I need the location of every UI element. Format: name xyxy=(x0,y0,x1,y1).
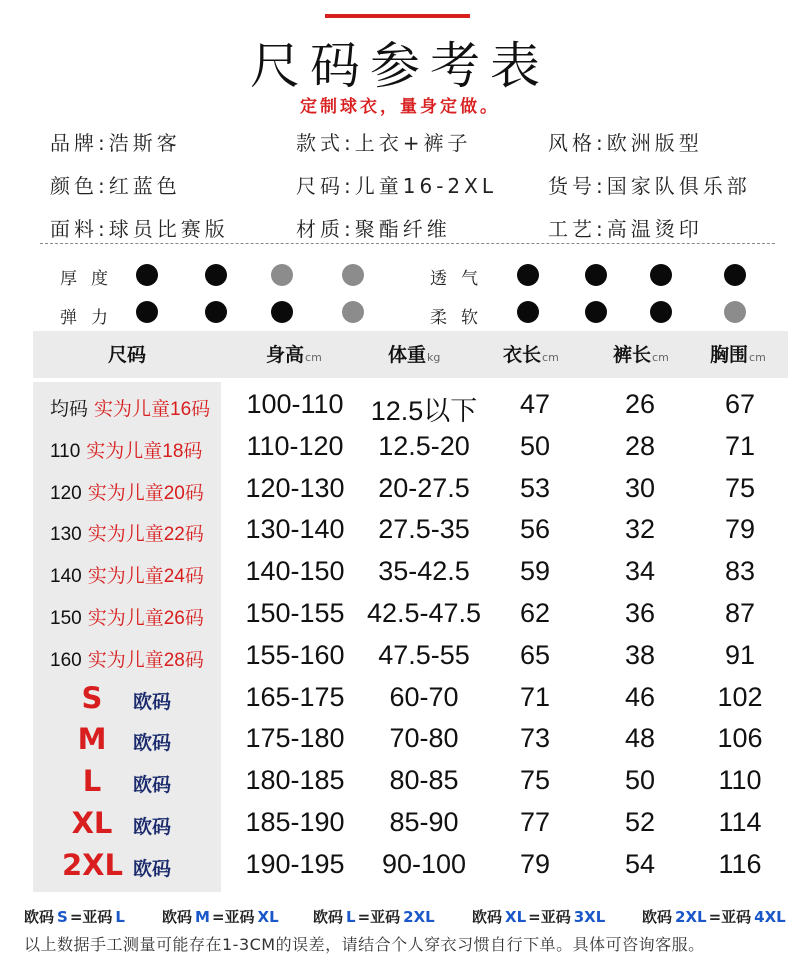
cell-top: 62 xyxy=(519,598,551,628)
cell-pants: 54 xyxy=(624,849,656,879)
size-code: 160 xyxy=(50,650,82,671)
size-value: M xyxy=(195,908,210,926)
eu-size-tag: 欧码 xyxy=(133,816,172,838)
cell-chest: 67 xyxy=(724,389,756,419)
info-fit: 风格:欧洲版型 xyxy=(548,131,703,155)
size-conversion-item xyxy=(24,906,127,927)
rating-dot xyxy=(342,301,364,323)
rating-dot xyxy=(517,264,539,286)
info-process: 工艺:高温烫印 xyxy=(548,217,703,241)
cell-height: 165-175 xyxy=(245,682,345,712)
size-value: XL xyxy=(257,908,279,926)
size-label xyxy=(50,645,204,672)
cell-pants: 28 xyxy=(624,431,656,461)
eu-size-tag: 欧码 xyxy=(133,858,172,880)
cell-pants: 52 xyxy=(624,807,656,837)
rating-dot xyxy=(585,301,607,323)
eu-size-tag: 欧码 xyxy=(133,774,172,796)
info-fabric: 面料:球员比赛版 xyxy=(50,217,229,241)
size-code: 130 xyxy=(50,524,82,545)
size-note: 实为儿童22码 xyxy=(87,524,204,545)
cell-pants: 46 xyxy=(624,682,656,712)
cell-top: 73 xyxy=(519,723,551,753)
size-conversion-item xyxy=(642,906,788,927)
cell-chest: 83 xyxy=(724,556,756,586)
cell-chest: 114 xyxy=(718,807,762,837)
cell-weight: 90-100 xyxy=(381,849,467,879)
size-system-label: =亚码 xyxy=(708,908,752,926)
cell-chest: 110 xyxy=(718,765,762,795)
cell-height: 155-160 xyxy=(245,640,345,670)
cell-top: 79 xyxy=(519,849,551,879)
size-conversion-item xyxy=(313,906,437,927)
size-value: 2XL xyxy=(403,908,435,926)
info-material: 材质:聚酯纤维 xyxy=(296,217,451,241)
cell-chest: 116 xyxy=(718,849,762,879)
cell-height: 120-130 xyxy=(245,473,345,503)
rating-dot xyxy=(650,264,672,286)
rating-dot xyxy=(205,264,227,286)
size-label xyxy=(50,478,204,505)
cell-weight: 27.5-35 xyxy=(378,514,470,544)
cell-weight: 12.5-20 xyxy=(378,431,470,461)
size-note: 实为儿童26码 xyxy=(87,608,204,629)
eu-size-code: XL xyxy=(71,806,113,840)
size-system-label: 欧码 xyxy=(313,908,344,926)
size-system-label: 欧码 xyxy=(162,908,193,926)
cell-height: 100-110 xyxy=(246,389,344,419)
cell-pants: 38 xyxy=(624,640,656,670)
cell-top: 71 xyxy=(519,682,551,712)
cell-chest: 87 xyxy=(724,598,756,628)
cell-top: 53 xyxy=(519,473,551,503)
info-brand: 品牌:浩斯客 xyxy=(50,131,181,155)
eu-size-code: M xyxy=(77,722,107,756)
size-note: 实为儿童18码 xyxy=(86,441,203,462)
size-note: 实为儿童16码 xyxy=(94,399,211,420)
size-conversion-item xyxy=(162,906,281,927)
size-code: 120 xyxy=(50,483,82,504)
header-top-length: 衣长cm xyxy=(503,344,559,366)
footnote: 以上数据手工测量可能存在1-3CM的误差，请结合个人穿衣习惯自行下单。具体可咨询客服。 xyxy=(24,935,705,954)
cell-top: 65 xyxy=(519,640,551,670)
cell-top: 77 xyxy=(519,807,551,837)
cell-weight: 20-27.5 xyxy=(378,473,470,503)
info-item-number: 货号:国家队俱乐部 xyxy=(548,174,751,198)
rating-dot xyxy=(724,264,746,286)
cell-chest: 91 xyxy=(724,640,756,670)
size-system-label: =亚码 xyxy=(357,908,401,926)
size-value: S xyxy=(57,908,68,926)
size-value: 3XL xyxy=(573,908,606,926)
size-label xyxy=(50,436,202,463)
size-system-label: 欧码 xyxy=(24,908,55,926)
cell-pants: 48 xyxy=(624,723,656,753)
cell-top: 75 xyxy=(519,765,551,795)
rating-dot xyxy=(650,301,672,323)
size-label xyxy=(50,561,204,588)
header-weight: 体重kg xyxy=(388,344,441,366)
cell-weight: 60-70 xyxy=(389,682,459,712)
cell-weight: 42.5-47.5 xyxy=(366,598,482,628)
cell-top: 47 xyxy=(519,389,551,419)
size-system-label: =亚码 xyxy=(211,908,255,926)
cell-height: 150-155 xyxy=(245,598,345,628)
rating-dot xyxy=(342,264,364,286)
rating-dot xyxy=(205,301,227,323)
size-value: L xyxy=(115,908,125,926)
header-height: 身高cm xyxy=(266,344,322,366)
size-value: 4XL xyxy=(754,908,786,926)
page-title: 尺码参考表 xyxy=(250,37,550,95)
rating-dot xyxy=(517,301,539,323)
cell-height: 180-185 xyxy=(245,765,345,795)
size-system-label: =亚码 xyxy=(528,908,571,926)
rating-dot xyxy=(136,301,158,323)
eu-size-tag: 欧码 xyxy=(133,732,172,754)
size-value: 2XL xyxy=(675,908,707,926)
feature-label-breathability: 透气 xyxy=(430,269,492,289)
cell-weight: 70-80 xyxy=(389,723,459,753)
size-note: 实为儿童28码 xyxy=(87,650,204,671)
page-subtitle: 定制球衣，量身定做。 xyxy=(300,97,500,117)
size-label xyxy=(50,519,204,546)
feature-label-elasticity: 弹力 xyxy=(60,308,122,328)
rating-dot xyxy=(585,264,607,286)
size-note: 实为儿童20码 xyxy=(87,483,204,504)
eu-size-code: S xyxy=(81,681,103,715)
size-note: 实为儿童24码 xyxy=(87,566,204,587)
cell-height: 130-140 xyxy=(245,514,345,544)
cell-height: 140-150 xyxy=(245,556,345,586)
cell-pants: 34 xyxy=(624,556,656,586)
cell-weight: 35-42.5 xyxy=(378,556,470,586)
size-label xyxy=(50,603,204,630)
info-color: 颜色:红蓝色 xyxy=(50,174,181,198)
size-label xyxy=(50,394,210,421)
cell-height: 175-180 xyxy=(245,723,345,753)
cell-pants: 36 xyxy=(624,598,656,628)
cell-weight: 80-85 xyxy=(389,765,459,795)
cell-weight: 85-90 xyxy=(389,807,459,837)
size-value: L xyxy=(346,908,356,926)
title-accent-bar xyxy=(325,14,470,18)
size-system-label: 欧码 xyxy=(472,908,503,926)
header-pants-length: 裤长cm xyxy=(613,344,669,366)
size-code: 110 xyxy=(50,441,81,462)
cell-pants: 30 xyxy=(624,473,656,503)
header-chest: 胸围cm xyxy=(710,344,766,366)
cell-top: 59 xyxy=(519,556,551,586)
size-code: 140 xyxy=(50,566,82,587)
feature-label-softness: 柔软 xyxy=(430,308,492,328)
cell-height: 185-190 xyxy=(245,807,345,837)
cell-pants: 26 xyxy=(624,389,656,419)
info-size-range: 尺码:儿童16-2XL xyxy=(296,174,497,198)
rating-dot xyxy=(271,264,293,286)
cell-top: 56 xyxy=(519,514,551,544)
header-size: 尺码 xyxy=(108,344,147,366)
size-value: XL xyxy=(505,908,527,926)
size-system-label: =亚码 xyxy=(69,908,113,926)
size-code: 150 xyxy=(50,608,82,629)
cell-pants: 50 xyxy=(624,765,656,795)
cell-chest: 106 xyxy=(717,723,763,753)
cell-chest: 102 xyxy=(717,682,763,712)
cell-weight: 47.5-55 xyxy=(378,640,470,670)
cell-height: 190-195 xyxy=(245,849,345,879)
rating-dot xyxy=(271,301,293,323)
eu-size-code: L xyxy=(82,764,102,798)
eu-size-tag: 欧码 xyxy=(133,691,172,713)
size-system-label: 欧码 xyxy=(642,908,673,926)
rating-dot xyxy=(136,264,158,286)
cell-chest: 79 xyxy=(724,514,756,544)
cell-top: 50 xyxy=(519,431,551,461)
cell-pants: 32 xyxy=(624,514,656,544)
info-divider xyxy=(40,243,775,244)
cell-chest: 75 xyxy=(724,473,756,503)
cell-height: 110-120 xyxy=(246,431,344,461)
rating-dot xyxy=(724,301,746,323)
size-conversion-item xyxy=(472,906,607,927)
size-code: 均码 xyxy=(50,399,89,420)
info-style: 款式:上衣+裤子 xyxy=(296,131,472,155)
eu-size-code: 2XL xyxy=(62,848,124,882)
feature-label-thickness: 厚度 xyxy=(60,269,122,289)
cell-weight: 12.5以下 xyxy=(370,396,478,426)
cell-chest: 71 xyxy=(724,431,756,461)
